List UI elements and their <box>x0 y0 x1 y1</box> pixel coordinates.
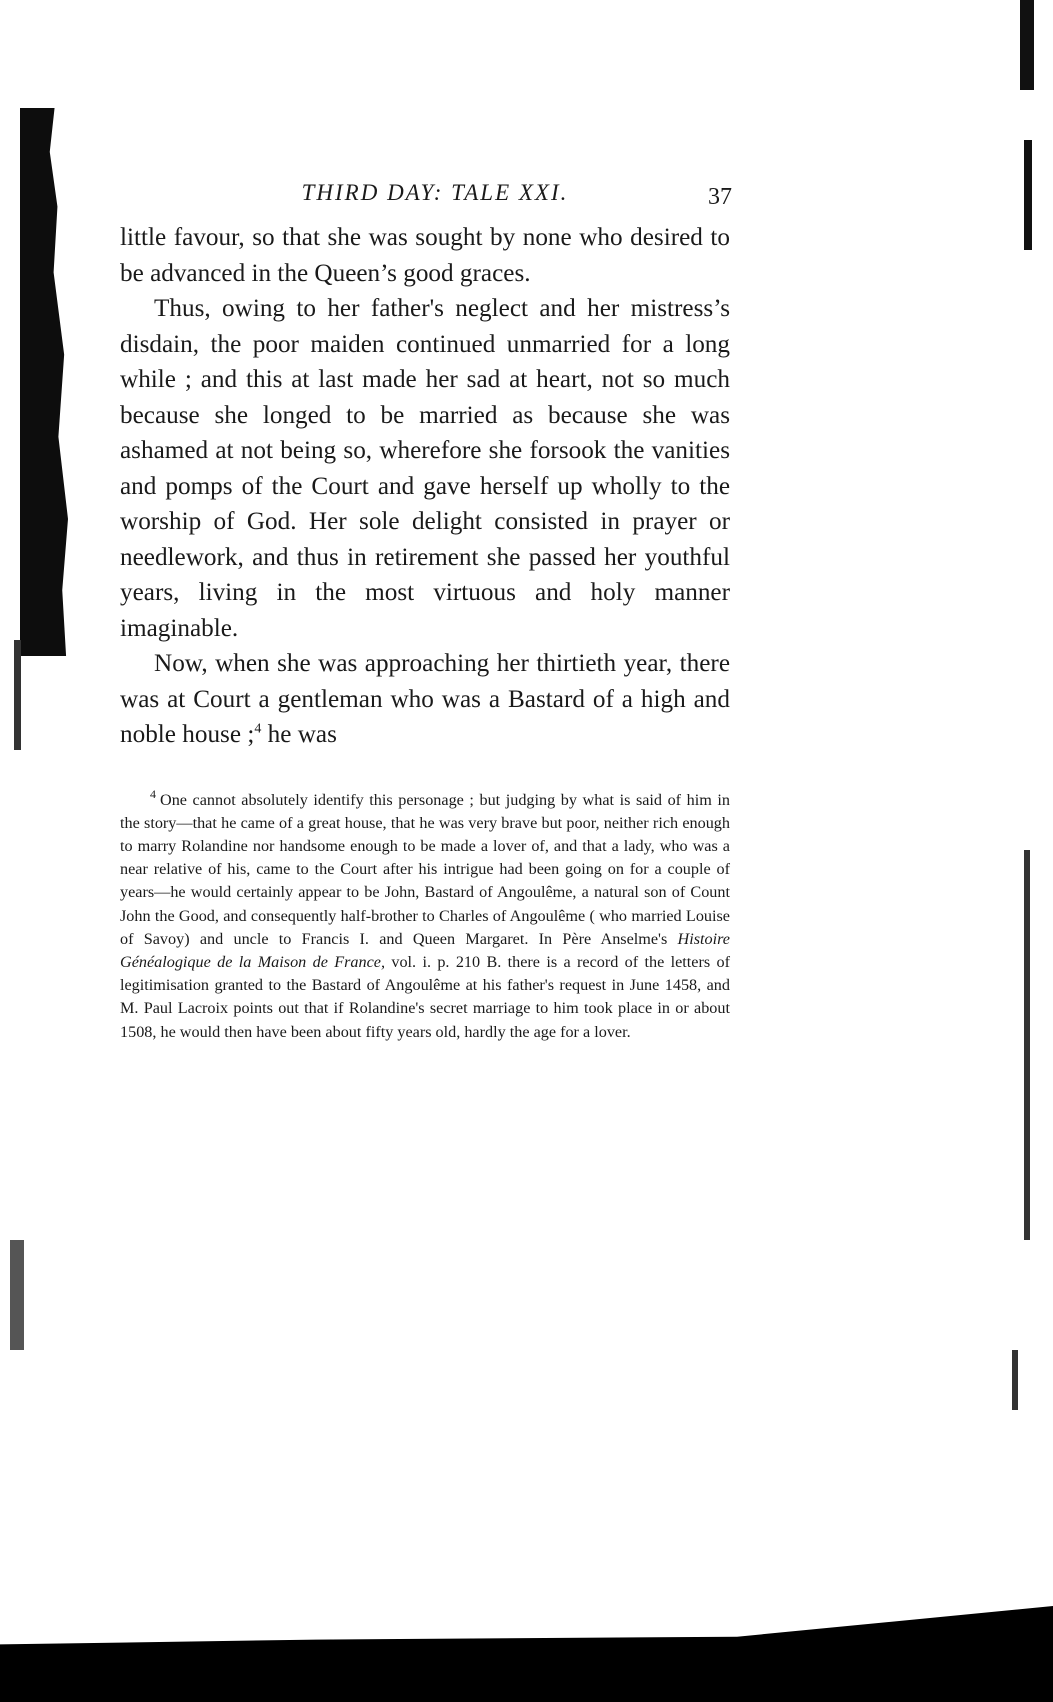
paragraph <box>120 646 730 753</box>
scan-edge-mark-right <box>1024 850 1030 1240</box>
footnote-text <box>120 789 730 1044</box>
body-text <box>120 220 730 753</box>
footnote-text-part: vol. i. p. 210 B. there is a record of the letters of legitimisation granted to the Bastard of Angoulême at his father's request in June 1458, and M. Paul Lacroix points out that if Rolandine's secret marriage to him took place in or about 1508, he would then have been about fifty years old, hardly the age for a lover. <box>120 952 730 1041</box>
paragraph: Thus, owing to her father's neglect and her mistress’s disdain, the poor maiden continued unmarried for a long while ; and this at last made her sad at heart, not so much because she longed to be married as because she was ashamed at not being so, wherefore she forsook the vanities and pomps of the Court and gave herself up wholly to the worship of God. Her sole delight consisted in prayer or needlework, and thus in retirement she passed her youthful years, living in the most virtuous and holy manner imaginable. <box>120 295 730 642</box>
scan-edge-shadow-left <box>20 108 68 656</box>
page-number: 37 <box>708 184 732 210</box>
footnote-number: 4 <box>150 787 156 802</box>
scan-edge-mark-right <box>1020 0 1034 90</box>
page-header <box>120 180 730 220</box>
scan-edge-mark-right <box>1012 1350 1018 1410</box>
scan-edge-mark-left-lower <box>10 1240 24 1350</box>
footnote-text-part: One cannot absolutely identify this personage ; but judging by what is said of him in the story—that he came of a great house, that he was very brave but poor, neither rich enough to marry Rolandine nor handsome enough to be made a lover of, and that a lady, who was a near relative of his, came to the Court after his intrigue had been going on for a couple of years—he would certainly appear to be John, Bastard of Angoulême, a natural son of Count John the Good, and consequently half-brother to Charles of Angoulême ( who married Louise of Savoy) and uncle to Francis I. and Queen Margaret. In Père Anselme's <box>120 790 730 948</box>
running-title: THIRD DAY: TALE XXI. <box>301 180 569 205</box>
book-title: Histoire Généalogique de la Maison de France, <box>120 929 730 971</box>
footnote-reference: 4 <box>254 721 262 737</box>
footnote <box>120 789 730 1044</box>
paragraph-text: Now, when she was approaching her thirtieth year, there was at Court a gentleman who was a Bastard of a high and noble house ; <box>120 650 730 748</box>
paragraph-text: he was <box>261 721 337 748</box>
paragraph: little favour, so that she was sought by none who desired to be advanced in the Queen’s good graces. <box>120 224 730 287</box>
scan-edge-mark-left <box>14 640 21 750</box>
scan-bottom-shadow <box>0 1606 1053 1702</box>
scan-edge-mark-right <box>1024 140 1032 250</box>
book-page <box>120 180 730 1044</box>
